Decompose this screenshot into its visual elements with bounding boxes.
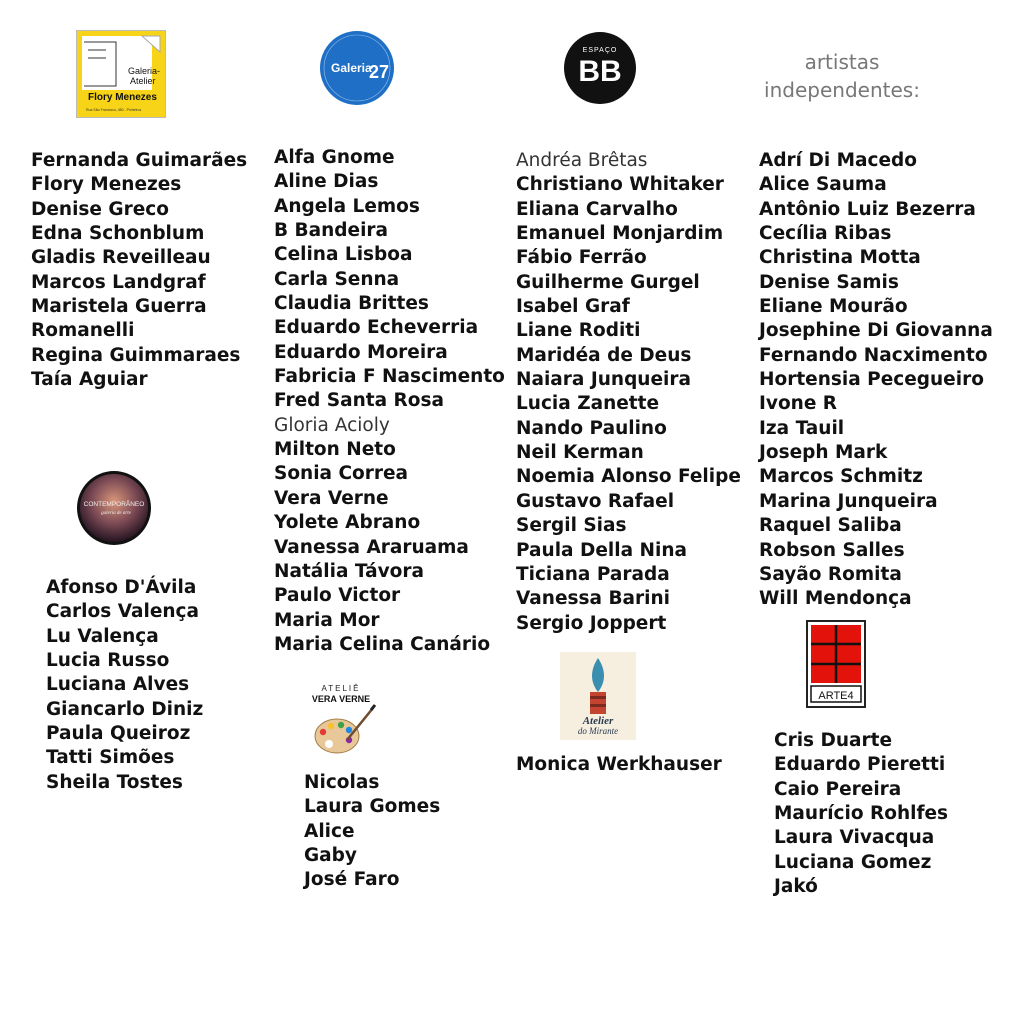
artist-name: Fabricia F Nascimento bbox=[274, 366, 505, 388]
espaco-bb-logo bbox=[563, 31, 637, 105]
artist-name: Will Mendonça bbox=[759, 588, 912, 610]
artist-name: Carlos Valença bbox=[46, 601, 199, 623]
artist-name: Christina Motta bbox=[759, 247, 921, 269]
galeria-atelier-logo bbox=[76, 30, 166, 118]
artist-name: Luciana Alves bbox=[46, 674, 190, 696]
artist-name: Eliana Carvalho bbox=[516, 198, 678, 220]
artist-name: Naiara Junqueira bbox=[516, 369, 691, 391]
mirante-line2: do Mirante bbox=[577, 726, 619, 736]
artist-name: Natália Távora bbox=[274, 560, 424, 582]
artist-name: Lucia Russo bbox=[46, 650, 170, 672]
artist-name: Fernando Nacximento bbox=[759, 344, 988, 366]
atelie-name: VERA VERNE bbox=[311, 694, 371, 704]
artist-name: Caio Pereira bbox=[774, 778, 902, 800]
artist-name: Fred Santa Rosa bbox=[274, 390, 445, 412]
artist-name: Laura Vivacqua bbox=[774, 827, 935, 849]
artist-name: Marcos Landgraf bbox=[31, 271, 206, 293]
artist-name: Afonso D'Ávila bbox=[46, 577, 197, 598]
contemporaneo-artist-list bbox=[46, 576, 203, 795]
artist-name: Marcos Schmitz bbox=[759, 466, 923, 488]
mirante-line1: Atelier bbox=[582, 715, 614, 727]
artist-name: Eliane Mourão bbox=[759, 296, 908, 318]
artist-name: Giancarlo Diniz bbox=[46, 698, 204, 720]
artist-name: Neil Kerman bbox=[516, 442, 644, 464]
artist-name: Gustavo Rafael bbox=[516, 490, 675, 512]
artist-name: Luciana Gomez bbox=[774, 851, 932, 873]
artist-name: Angela Lemos bbox=[274, 195, 420, 217]
artist-name: Andréa Brêtas bbox=[516, 150, 648, 171]
artist-name: Christiano Whitaker bbox=[516, 174, 724, 196]
atelie-vera-verne-logo bbox=[303, 680, 379, 760]
contemporaneo-logo bbox=[76, 470, 152, 546]
espaco-bb-artist-list bbox=[516, 149, 741, 636]
artist-name: Robson Salles bbox=[759, 539, 905, 561]
artist-name: Antônio Luiz Bezerra bbox=[759, 198, 976, 220]
artist-name: Maurício Rohlfes bbox=[774, 803, 949, 825]
artist-name: Isabel Graf bbox=[516, 296, 630, 318]
galeria-atelier-line1: Galeria- bbox=[128, 66, 161, 76]
artist-name: Sergio Joppert bbox=[516, 612, 667, 634]
artist-name: Vanessa Barini bbox=[516, 588, 671, 610]
artist-name: Laura Gomes bbox=[304, 796, 441, 818]
galeria-atelier-line2: Atelier bbox=[130, 76, 156, 86]
artist-name: Gladis Reveilleau bbox=[31, 247, 211, 269]
independentes-heading-line2: independentes: bbox=[764, 78, 920, 102]
galeria27-artist-list bbox=[274, 146, 505, 657]
artist-name: Romanelli bbox=[31, 320, 135, 342]
artist-name: Gloria Acioly bbox=[274, 414, 390, 436]
galeria27-logo bbox=[319, 30, 395, 106]
artist-name: Milton Neto bbox=[274, 439, 396, 461]
independentes-heading-line1: artistas bbox=[804, 50, 880, 74]
artist-name: Fábio Ferrão bbox=[516, 247, 647, 269]
artist-name: Paulo Victor bbox=[274, 585, 401, 607]
artist-name: Alice Sauma bbox=[759, 174, 887, 196]
arte4-logo bbox=[806, 620, 866, 708]
artist-name: Sergil Sias bbox=[516, 515, 627, 537]
artist-name: Raquel Saliba bbox=[759, 515, 902, 537]
artist-name: Emanuel Monjardim bbox=[516, 223, 724, 245]
artist-name: Noemia Alonso Felipe bbox=[516, 466, 741, 488]
artist-name: Monica Werkhauser bbox=[516, 754, 722, 775]
artist-name: Maristela Guerra bbox=[31, 296, 207, 318]
artist-name: Eduardo Moreira bbox=[274, 341, 448, 363]
artist-name: Vera Verne bbox=[274, 487, 389, 509]
atelie-top: ATELIÊ bbox=[321, 684, 361, 693]
galeria27-number: 27 bbox=[369, 62, 390, 82]
artist-name: Sonia Correa bbox=[274, 463, 409, 485]
artist-name: Eduardo Pieretti bbox=[774, 754, 946, 776]
artist-name: Josephine Di Giovanna bbox=[759, 320, 993, 342]
artist-name: Adrí Di Macedo bbox=[759, 150, 917, 171]
atelier-do-mirante-logo bbox=[560, 652, 636, 740]
artist-name: Eduardo Echeverria bbox=[274, 317, 479, 339]
artist-name: Alfa Gnome bbox=[274, 147, 395, 168]
artist-name: Regina Guimmaraes bbox=[31, 344, 241, 366]
arte4-artist-list bbox=[774, 729, 948, 899]
artist-name: B Bandeira bbox=[274, 220, 389, 242]
artist-name: Lucia Zanette bbox=[516, 393, 660, 415]
espaco-bb-top: ESPAÇO bbox=[582, 47, 618, 54]
artist-name: Paula Queiroz bbox=[46, 723, 191, 745]
artist-name: Marina Junqueira bbox=[759, 490, 938, 512]
artist-name: Nicolas bbox=[304, 772, 380, 793]
artist-name: Vanessa Araruama bbox=[274, 536, 469, 558]
galeria-atelier-artist-list bbox=[31, 149, 247, 392]
galeria27-label: Galeria bbox=[331, 61, 372, 75]
contemporaneo-subtitle: galeria de arte bbox=[101, 511, 131, 516]
artist-name: Sheila Tostes bbox=[46, 771, 183, 793]
artist-name: Denise Samis bbox=[759, 271, 899, 293]
artist-name: Claudia Brittes bbox=[274, 293, 429, 315]
artist-name: Maria Mor bbox=[274, 609, 380, 631]
artist-name: Gaby bbox=[304, 845, 357, 867]
artist-name: Maria Celina Canário bbox=[274, 633, 491, 655]
vera-verne-artist-list bbox=[304, 771, 440, 893]
artist-name: Aline Dias bbox=[274, 171, 379, 193]
artist-name: Tatti Simões bbox=[46, 747, 175, 769]
artist-name: Taía Aguiar bbox=[31, 369, 148, 391]
galeria-atelier-name: Flory Menezes bbox=[88, 92, 157, 103]
artist-name: Iza Tauil bbox=[759, 417, 845, 439]
artist-name: Nando Paulino bbox=[516, 417, 667, 439]
artist-name: Lu Valença bbox=[46, 625, 159, 647]
artist-name: Edna Schonblum bbox=[31, 223, 205, 245]
artist-name: Guilherme Gurgel bbox=[516, 271, 700, 293]
artist-name: Ticiana Parada bbox=[516, 563, 670, 585]
artist-name: Sayão Romita bbox=[759, 563, 902, 585]
artist-name: Ivone R bbox=[759, 393, 838, 415]
galeria-atelier-footer: Rua São Francisco, 480 - Pinheiros bbox=[86, 108, 142, 112]
artist-name: Joseph Mark bbox=[759, 442, 888, 464]
contemporaneo-title: CONTEMPORÂNEO bbox=[83, 501, 145, 508]
artist-name: Jakó bbox=[774, 876, 818, 898]
independentes-artist-list bbox=[759, 149, 993, 612]
espaco-bb-main: BB bbox=[578, 55, 622, 88]
artist-name: José Faro bbox=[304, 869, 400, 891]
artist-name: Fernanda Guimarães bbox=[31, 150, 248, 171]
artist-name: Cecília Ribas bbox=[759, 223, 892, 245]
artist-name: Yolete Abrano bbox=[274, 512, 421, 534]
artist-name: Maridéa de Deus bbox=[516, 344, 692, 366]
independentes-heading bbox=[756, 48, 928, 104]
artist-name: Paula Della Nina bbox=[516, 539, 687, 561]
artist-name: Hortensia Pecegueiro bbox=[759, 369, 984, 391]
artist-name: Cris Duarte bbox=[774, 730, 893, 751]
arte4-label: ARTE4 bbox=[818, 690, 854, 702]
artist-name: Flory Menezes bbox=[31, 174, 182, 196]
artist-name: Denise Greco bbox=[31, 198, 169, 220]
artist-name: Alice bbox=[304, 820, 355, 842]
artist-name: Carla Senna bbox=[274, 268, 400, 290]
artist-name: Liane Roditi bbox=[516, 320, 641, 342]
palette-icon bbox=[315, 705, 375, 753]
mirante-artist-list bbox=[516, 753, 722, 777]
artist-name: Celina Lisboa bbox=[274, 244, 413, 266]
